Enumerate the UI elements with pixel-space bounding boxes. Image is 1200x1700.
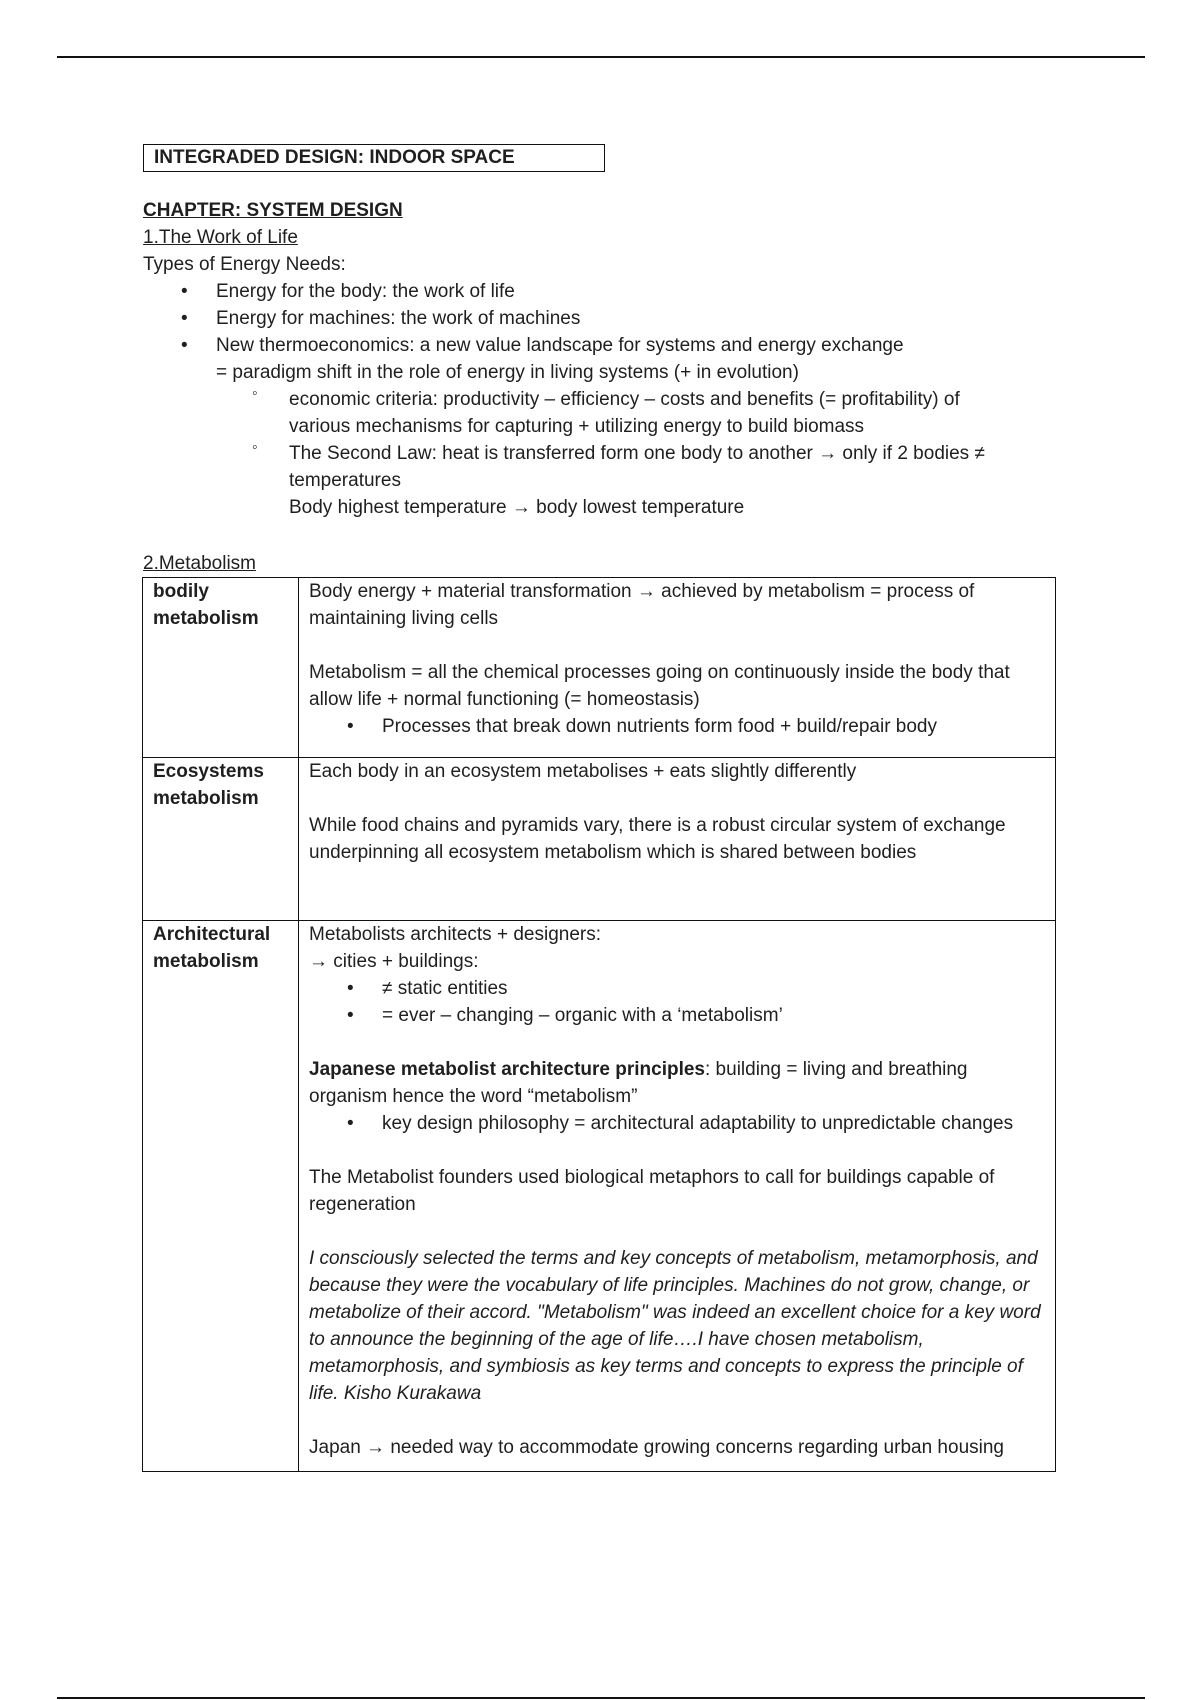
paragraph: Each body in an ecosystem metabolises + eats slightly differently [309,761,857,782]
row-label-line: Ecosystems [153,761,264,782]
sublist-item [216,440,1009,521]
second-law-cont: Body highest temperature → body lowest temperature [289,497,745,518]
principles-heading: Japanese metabolist architecture principles [309,1059,705,1080]
document-title: INTEGRADED DESIGN: INDOOR SPACE [143,144,605,172]
row-label-line: bodily [153,581,209,602]
table-row [143,578,1056,758]
row-body [299,921,1056,1472]
table-row [143,758,1056,921]
bullet-list [309,1110,1045,1137]
thermo-line-2: = paradigm shift in the role of energy in living systems (+ in evolution) [216,362,799,383]
list-item: • key design philosophy = architectural adaptability to unpredictable changes [309,1110,1045,1137]
row-label-line: metabolism [153,608,259,629]
table-row [143,921,1056,1472]
document-body [143,144,1063,1472]
section-title: 1.The Work of Life [143,227,298,248]
sublist-item: ◦ economic criteria: productivity – efficiency – costs and benefits (= profitability) of various mechanisms for capturing + utilizing energy to build biomass [216,386,1009,440]
row-body [299,578,1056,758]
row-label-line: metabolism [153,788,259,809]
paragraph: Metabolists architects + designers: [309,924,601,945]
row-label [143,921,299,1472]
bullet-list [309,975,1045,1029]
list-item [143,332,1063,521]
list-item: • Energy for the body: the work of life [143,278,1063,305]
row-label [143,578,299,758]
paragraph: → cities + buildings: [309,951,479,972]
second-law: ◦ The Second Law: heat is transferred form one body to another → only if 2 bodies ≠ temperatures [289,443,985,491]
energy-needs-list [143,278,1063,521]
row-label-line: Architectural [153,924,271,945]
paragraph [309,1056,1045,1110]
list-item: • ≠ static entities [309,975,1045,1002]
row-label-line: metabolism [153,951,259,972]
chapter-heading: CHAPTER: SYSTEM DESIGN [143,200,403,221]
principles-text: : building = living and breathing organism hence the word “metabolism” [309,1059,968,1107]
kurokawa-quote: I consciously selected the terms and key concepts of metabolism, metamorphosis, and because they were the vocabulary of life principles. Machines do not grow, change, or metabolize of their accord. "Metabolism" was indeed an excellent choice for a key word to announce the beginning of the age of life….I have chosen metabolism, metamorphosis, and symbiosis as key terms and concepts to express the principle of life. Kisho Kurakawa [309,1248,1041,1404]
paragraph: The Metabolist founders used biological metaphors to call for buildings capable of regeneration [309,1167,995,1215]
row-label [143,758,299,921]
list-item: • Energy for machines: the work of machines [143,305,1063,332]
paragraph: Japan → needed way to accommodate growing concerns regarding urban housing [309,1437,1004,1458]
section-work-of-life [143,224,1063,521]
section-intro: Types of Energy Needs: [143,254,346,275]
list-item: • Processes that break down nutrients form food + build/repair body [309,713,1045,740]
bullet-list [309,713,1045,740]
list-item: • = ever – changing – organic with a ‘metabolism’ [309,1002,1045,1029]
thermo-sublist [216,386,1063,521]
footer-rule [57,1697,1145,1699]
section-title: 2.Metabolism [143,553,256,574]
header-rule [57,56,1145,58]
metabolism-table [142,577,1056,1472]
paragraph: Metabolism = all the chemical processes going on continuously inside the body that allow life + normal functioning (= homeostasis) [309,662,1010,710]
paragraph: While food chains and pyramids vary, there is a robust circular system of exchange underpinning all ecosystem metabolism which is shared between bodies [309,815,1006,863]
row-body [299,758,1056,921]
paragraph: Body energy + material transformation → achieved by metabolism = process of maintaining living cells [309,581,975,629]
thermo-line-1: • New thermoeconomics: a new value landscape for systems and energy exchange [216,335,904,356]
section-metabolism [143,550,1063,1472]
